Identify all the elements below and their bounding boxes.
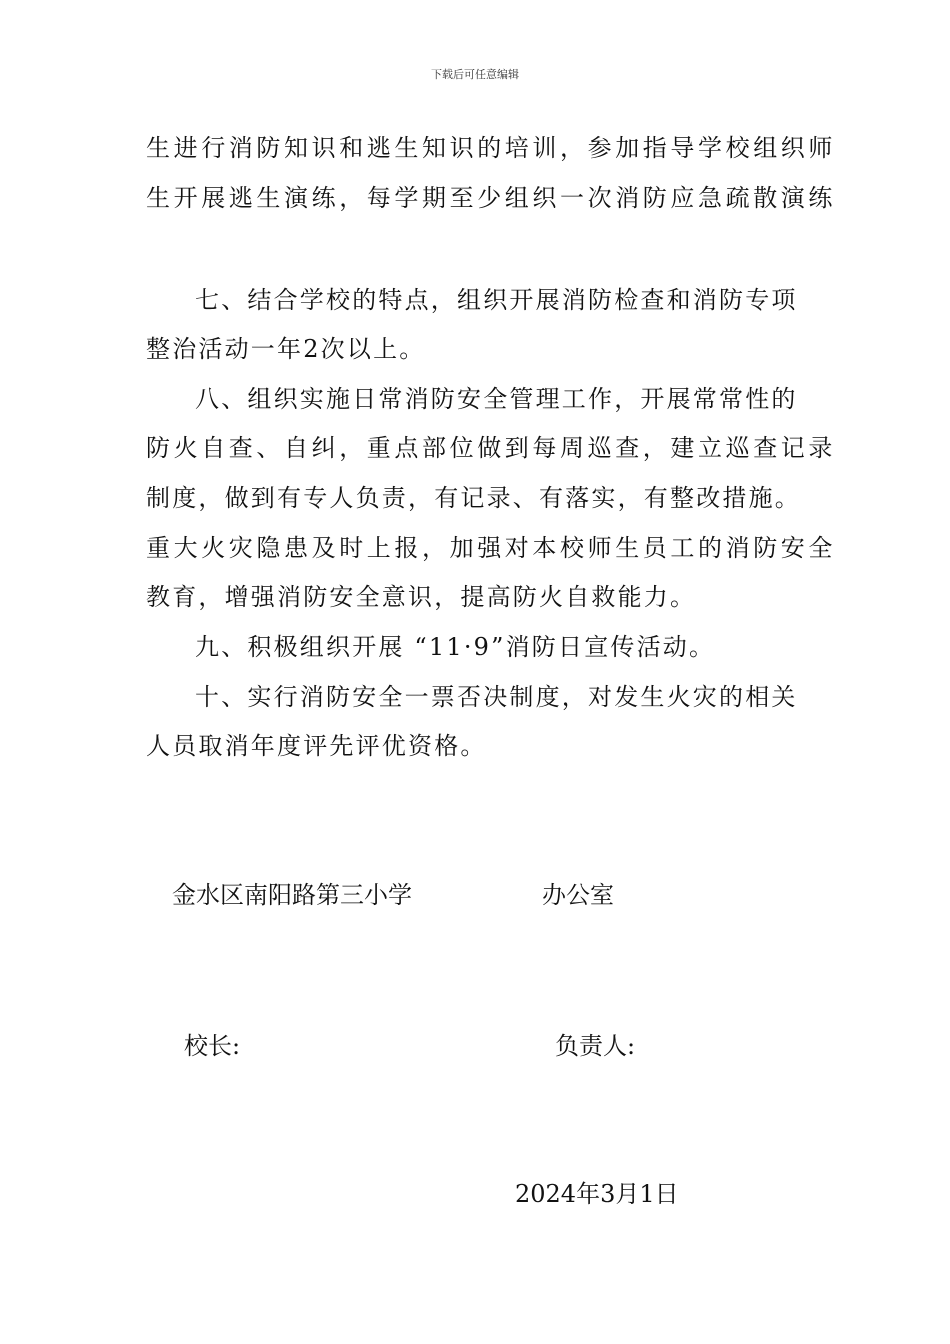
body-line-item-9: 九、积极组织开展 “11·9”消防日宣传活动。 [195, 633, 716, 661]
body-line-item-8: 八、组织实施日常消防安全管理工作，开展常常性的 [195, 385, 798, 413]
office-name: 办公室 [542, 881, 614, 909]
page-header-note: 下载后可任意编辑 [431, 68, 519, 81]
body-line-item-10: 十、实行消防安全一票否决制度，对发生火灾的相关 [195, 683, 798, 711]
body-line-1: 生进行消防知识和逃生知识的培训，参加指导学校组织师 [146, 134, 836, 162]
responsible-label: 负责人: [555, 1032, 636, 1060]
body-line-9: 教育，增强消防安全意识，提高防火自救能力。 [146, 583, 697, 611]
body-line-6: 防火自查、自纠，重点部位做到每周巡查，建立巡查记录 [146, 434, 836, 462]
principal-label: 校长: [184, 1032, 241, 1060]
body-line-item-7: 七、结合学校的特点，组织开展消防检查和消防专项 [195, 286, 798, 314]
body-line-8: 重大火灾隐患及时上报，加强对本校师生员工的消防安全 [146, 534, 836, 562]
body-line-12: 人员取消年度评先评优资格。 [146, 732, 487, 760]
document-date: 2024年3月1日 [515, 1180, 679, 1208]
body-line-4: 整治活动一年2次以上。 [146, 335, 426, 363]
body-line-2: 生开展逃生演练，每学期至少组织一次消防应急疏散演练 [146, 184, 836, 212]
school-name: 金水区南阳路第三小学 [172, 881, 412, 909]
body-line-7: 制度，做到有专人负责，有记录、有落实，有整改措施。 [146, 484, 801, 512]
